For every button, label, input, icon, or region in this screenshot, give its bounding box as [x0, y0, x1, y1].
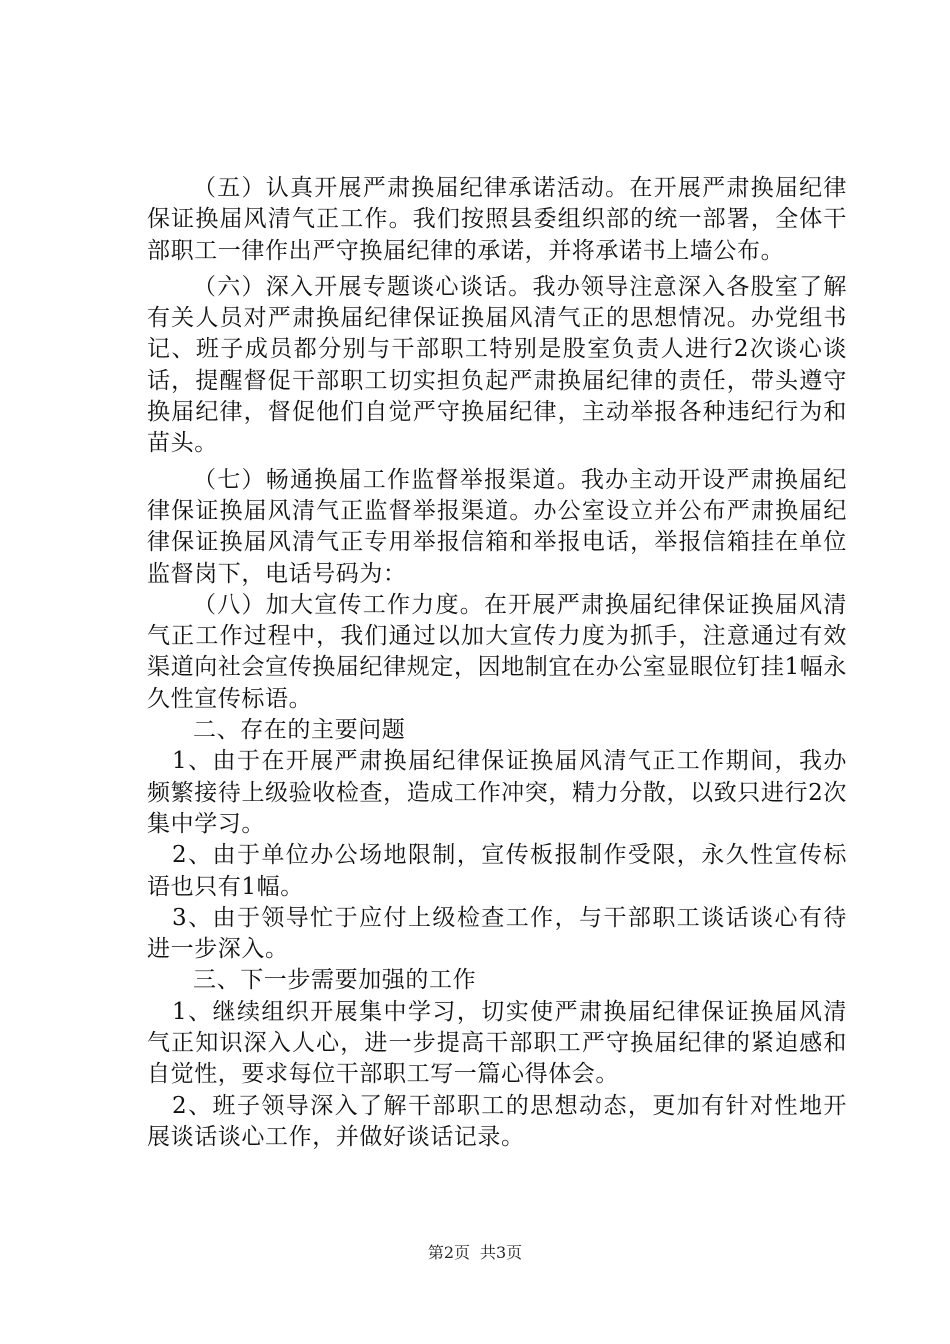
paragraph-section-5: （五）认真开展严肃换届纪律承诺活动。在开展严肃换届纪律保证换届风清气正工作。我们按照县委组织部的统一部署，全体干部职工一律作出严守换届纪律的承诺，并将承诺书上墙公布。: [147, 175, 847, 264]
paragraph-section-7: （七）畅通换届工作监督举报渠道。我办主动开设严肃换届纪律保证换届风清气正监督举报渠道。办公室设立并公布严肃换届纪律保证换届风清气正专用举报信箱和举报电话，举报信箱挂在单位监督岗下，电话号码为：: [147, 466, 847, 587]
next-step-item-1: 1、继续组织开展集中学习，切实使严肃换届纪律保证换届风清气正知识深入人心，进一步提高干部职工严守换届纪律的紧迫感和自觉性，要求每位干部职工写一篇心得体会。: [147, 998, 847, 1088]
document-body: [147, 173, 847, 1153]
paragraph-section-6: （六）深入开展专题谈心谈话。我办领导注意深入各股室了解有关人员对严肃换届纪律保证换届风清气正的思想情况。办党组书记、班子成员都分别与干部职工特别是股室负责人进行2次谈心谈话，提醒督促干部职工切实担负起严肃换届纪律的责任，带头遵守换届纪律，督促他们自觉严守换届纪律，主动举报各种违纪行为和苗头。: [147, 273, 847, 457]
heading-problems: 二、存在的主要问题: [193, 717, 406, 744]
page-total: 共3页: [480, 1243, 523, 1262]
next-step-item-2: 2、班子领导深入了解干部职工的思想动态，更加有针对性地开展谈话谈心工作，并做好谈话记录。: [147, 1092, 847, 1150]
page-number: 第2页: [427, 1243, 470, 1262]
heading-next-steps: 三、下一步需要加强的工作: [193, 967, 477, 994]
page-footer: [0, 1240, 950, 1263]
paragraph-section-8: （八）加大宣传工作力度。在开展严肃换届纪律保证换届风清气正工作过程中，我们通过以加大宣传力度为抓手，注意通过有效渠道向社会宣传换届纪律规定，因地制宜在办公室显眼位钉挂1幅永久性宣传标语。: [147, 591, 847, 712]
problem-item-3: 3、由于领导忙于应付上级检查工作，与干部职工谈话谈心有待进一步深入。: [147, 904, 847, 963]
problem-item-1: 1、由于在开展严肃换届纪律保证换届风清气正工作期间，我办频繁接待上级验收检查，造成工作冲突，精力分散，以致只进行2次集中学习。: [147, 748, 847, 837]
problem-item-2: 2、由于单位办公场地限制，宣传板报制作受限，永久性宣传标语也只有1幅。: [147, 842, 847, 900]
